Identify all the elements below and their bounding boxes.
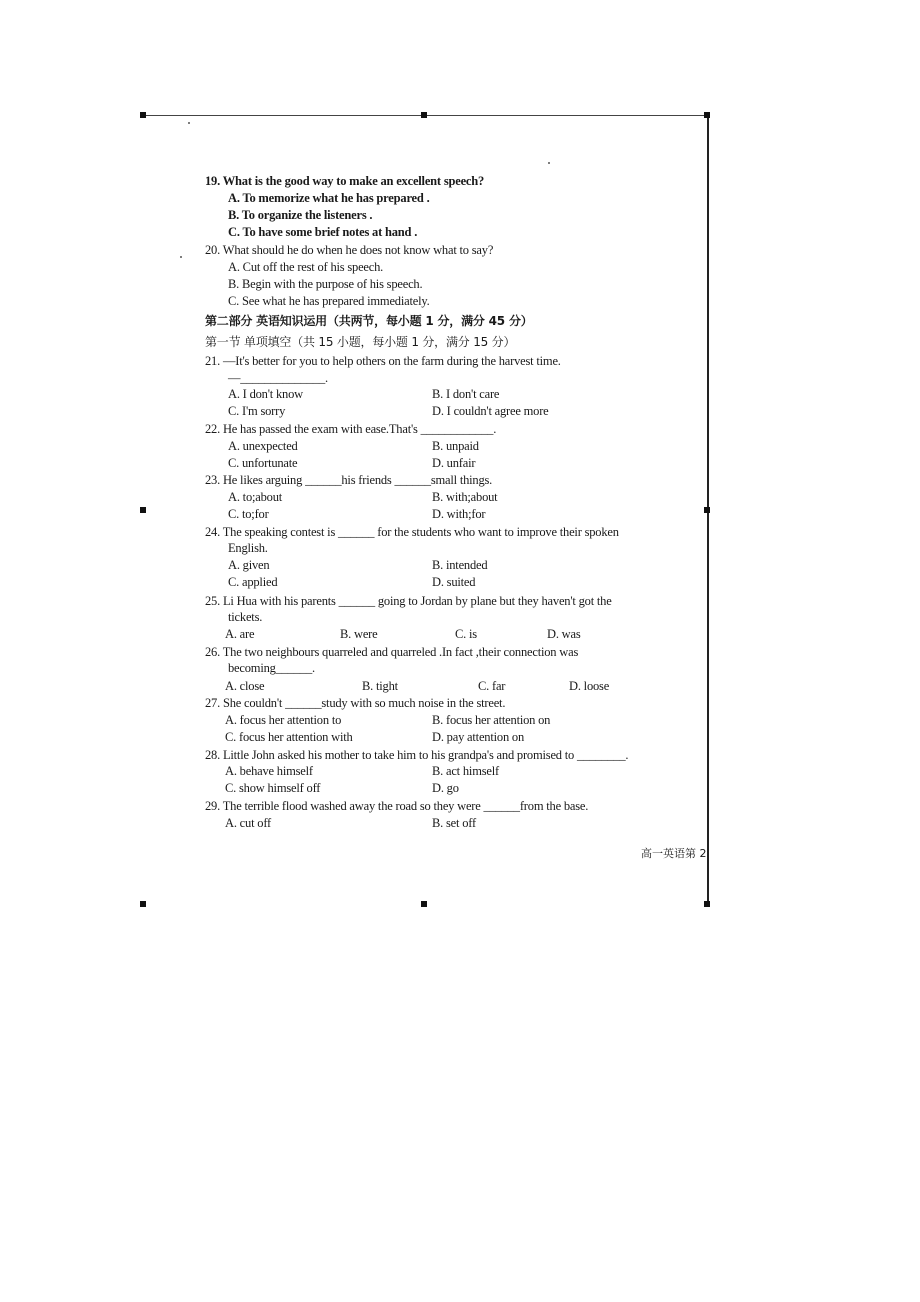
question-22-option-c: C. unfortunate xyxy=(228,456,298,470)
question-22-stem: 22. He has passed the exam with ease.That's ____________. xyxy=(205,422,497,436)
question-26-option-b: B. tight xyxy=(362,679,398,693)
question-26-option-a: A. close xyxy=(225,679,265,693)
resize-handle-bottom-center[interactable] xyxy=(421,901,427,907)
question-29-option-a: A. cut off xyxy=(225,816,272,830)
question-22-option-a: A. unexpected xyxy=(228,439,298,453)
question-29-stem: 29. The terrible flood washed away the road so they were ______from the base. xyxy=(205,799,589,813)
resize-handle-middle-left[interactable] xyxy=(140,507,146,513)
question-21-stem: 21. —It's better for you to help others on the farm during the harvest time. xyxy=(205,354,561,368)
resize-handle-bottom-left[interactable] xyxy=(140,901,146,907)
question-28-option-c: C. show himself off xyxy=(225,781,321,795)
question-26-option-c: C. far xyxy=(478,679,506,693)
question-24-option-a: A. given xyxy=(228,558,270,572)
question-19-stem: 19. What is the good way to make an excellent speech? xyxy=(205,174,485,188)
question-23-stem: 23. He likes arguing ______his friends ______small things. xyxy=(205,473,493,487)
question-25-option-c: C. is xyxy=(455,627,477,641)
question-27-option-a: A. focus her attention to xyxy=(225,713,342,727)
question-28-option-b: B. act himself xyxy=(432,764,499,778)
question-29-option-b: B. set off xyxy=(432,816,476,830)
scan-speck xyxy=(548,162,550,164)
question-28-stem: 28. Little John asked his mother to take him to his grandpa's and promised to ________. xyxy=(205,748,629,762)
question-19-option-c: C. To have some brief notes at hand . xyxy=(228,225,418,239)
question-27-stem: 27. She couldn't ______study with so much noise in the street. xyxy=(205,696,506,710)
question-20-option-a: A. Cut off the rest of his speech. xyxy=(228,260,384,274)
question-28-option-a: A. behave himself xyxy=(225,764,313,778)
question-26-stem: 26. The two neighbours quarreled and quarreled .In fact ,their connection was xyxy=(205,645,579,659)
resize-handle-top-center[interactable] xyxy=(421,112,427,118)
question-23-option-a: A. to;about xyxy=(228,490,283,504)
question-26-stem-continued: becoming______. xyxy=(228,661,315,675)
scan-speck xyxy=(180,256,182,258)
question-28-option-d: D. go xyxy=(432,781,459,795)
part-2-heading: 第二部分 英语知识运用（共两节，每小题 1 分，满分 45 分） xyxy=(205,314,533,328)
question-21-option-c: C. I'm sorry xyxy=(228,404,286,418)
question-23-option-d: D. with;for xyxy=(432,507,486,521)
question-24-option-d: D. suited xyxy=(432,575,476,589)
question-26-option-d: D. loose xyxy=(569,679,610,693)
question-22-option-b: B. unpaid xyxy=(432,439,479,453)
question-25-stem-continued: tickets. xyxy=(228,610,263,624)
question-19-option-a: A. To memorize what he has prepared . xyxy=(228,191,430,205)
question-20-option-c: C. See what he has prepared immediately. xyxy=(228,294,430,308)
scan-speck xyxy=(188,122,190,124)
question-23-option-c: C. to;for xyxy=(228,507,269,521)
question-27-option-c: C. focus her attention with xyxy=(225,730,353,744)
question-23-option-b: B. with;about xyxy=(432,490,498,504)
question-20-option-b: B. Begin with the purpose of his speech. xyxy=(228,277,423,291)
resize-handle-top-left[interactable] xyxy=(140,112,146,118)
question-22-option-d: D. unfair xyxy=(432,456,476,470)
question-24-stem: 24. The speaking contest is ______ for the students who want to improve their spoken xyxy=(205,525,619,539)
question-25-stem: 25. Li Hua with his parents ______ going to Jordan by plane but they haven't got the xyxy=(205,594,612,608)
resize-handle-top-right[interactable] xyxy=(704,112,710,118)
question-19-option-b: B. To organize the listeners . xyxy=(228,208,373,222)
resize-handle-bottom-right[interactable] xyxy=(704,901,710,907)
question-25-option-b: B. were xyxy=(340,627,378,641)
question-21-reply: —______________. xyxy=(228,371,328,385)
question-25-option-a: A. are xyxy=(225,627,255,641)
question-25-option-d: D. was xyxy=(547,627,581,641)
section-1-heading: 第一节 单项填空（共 15 小题，每小题 1 分，满分 15 分） xyxy=(205,335,516,349)
question-24-stem-continued: English. xyxy=(228,541,268,555)
question-27-option-d: D. pay attention on xyxy=(432,730,525,744)
question-21-option-b: B. I don't care xyxy=(432,387,500,401)
page-footer: 高一英语第 2 xyxy=(641,847,707,860)
question-27-option-b: B. focus her attention on xyxy=(432,713,551,727)
question-21-option-d: D. I couldn't agree more xyxy=(432,404,549,418)
resize-handle-middle-right[interactable] xyxy=(704,507,710,513)
question-24-option-c: C. applied xyxy=(228,575,278,589)
question-21-option-a: A. I don't know xyxy=(228,387,303,401)
question-24-option-b: B. intended xyxy=(432,558,488,572)
question-20-stem: 20. What should he do when he does not know what to say? xyxy=(205,243,494,257)
